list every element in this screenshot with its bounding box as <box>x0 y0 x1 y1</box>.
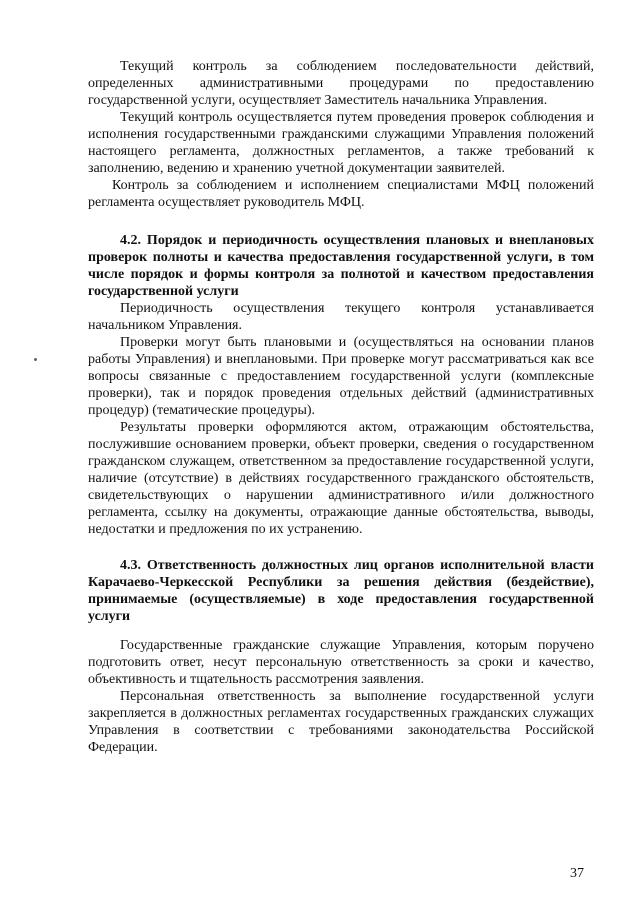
paragraph-4-3-responsibility: Государственные гражданские служащие Управления, которым поручено подготовить ответ, несут персональную ответственность за сроки и качество, объективность и тщательность рассмотрения заявления. <box>88 638 594 687</box>
paragraph-current-control: Текущий контроль за соблюдением последовательности действий, определенных административными процедурами по предоставлению государственной услуги, осуществляет Заместитель начальника Управления. <box>88 59 594 108</box>
paragraph-control-method: Текущий контроль осуществляется путем проведения проверок соблюдения и исполнения государственными гражданскими служащими Управления положений настоящего регламента, должностных регламентов, а также требований к заполнению, ведению и хранению учетной документации заявителей. <box>88 110 594 176</box>
paragraph-4-2-periodicity: Периодичность осуществления текущего контроля устанавливается начальником Управления. <box>88 301 594 333</box>
page-number: 37 <box>570 866 584 881</box>
margin-dot <box>34 358 37 361</box>
paragraph-mfc-control: Контроль за соблюдением и исполнением специалистами МФЦ положений регламента осуществляет руководитель МФЦ. <box>88 178 594 210</box>
paragraph-4-3-personal: Персональная ответственность за выполнение государственной услуги закрепляется в должностных регламентах государственных гражданских служащих Управления в соответствии с требованиями законодательства Российской Федерации. <box>88 689 594 755</box>
section-4-2-heading: 4.2. Порядок и периодичность осуществления плановых и внеплановых проверок полноты и качества предоставления государственной услуги, в том числе порядок и формы контроля за полнотой и качеством предоставления государственной услуги <box>88 233 594 299</box>
paragraph-4-2-results: Результаты проверки оформляются актом, отражающим обстоятельства, послужившие основанием проверки, объект проверки, сведения о государственном гражданском служащем, ответственном за предоставление государственной услуги, наличие (отсутствие) в действиях государственного гражданского обстоятельств, свидетельствующих о нарушении административного и/или должностного регламента, ссылку на документы, отражающие данные обстоятельства, выводы, недостатки и предложения по их устранению. <box>88 420 594 537</box>
paragraph-4-2-checks: Проверки могут быть плановыми и (осуществляться на основании планов работы Управления) и внеплановыми. При проверке могут рассматриваться как все вопросы связанные с предоставлением государственной услуги (комплексные проверки), так и порядок проведения отдельных действий (административных процедур) (тематические процедуры). <box>88 335 594 418</box>
section-4-3-heading: 4.3. Ответственность должностных лиц органов исполнительной власти Карачаево-Черкесской Республики за решения действия (бездействие), принимаемые (осуществляемые) в ходе предоставления государственной услуги <box>88 558 594 624</box>
document-body <box>88 58 594 756</box>
